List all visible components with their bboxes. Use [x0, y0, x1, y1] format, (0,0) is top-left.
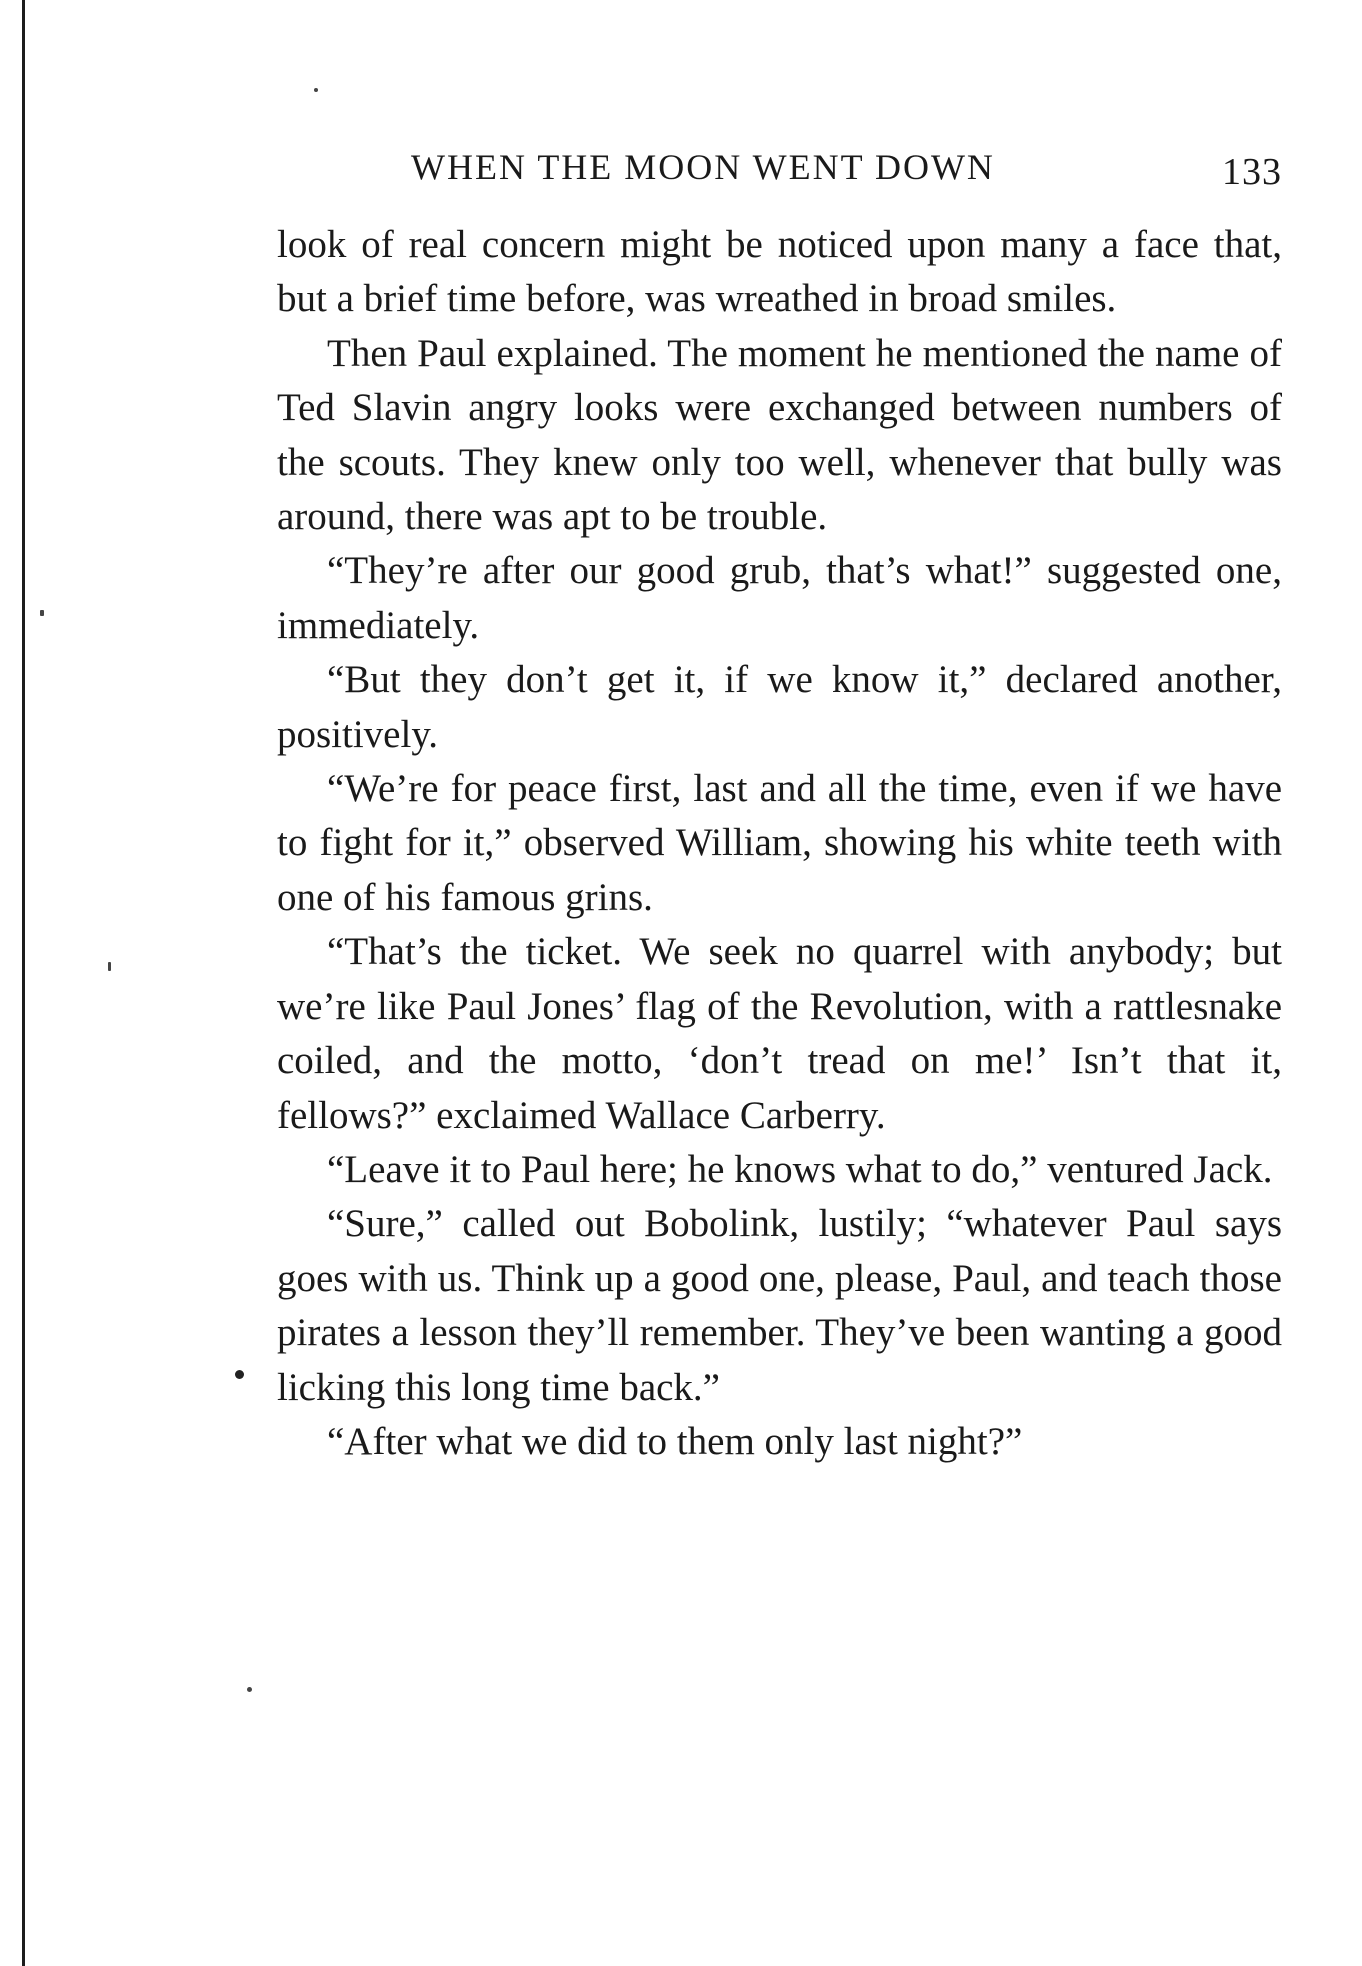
book-page	[277, 140, 1282, 1469]
body-text	[277, 218, 1282, 1469]
paragraph: “Leave it to Paul here; he knows what to do,” ventured Jack.	[327, 1147, 1273, 1191]
print-speck	[235, 1370, 244, 1379]
paragraph: “Sure,” called out Bobolink, lustily; “whatever Paul says goes with us. Think up a good one, please, Paul, and teach those pirates a lesson they’ll remember. They’ve been wanting a good licking this long time back.”	[277, 1202, 1282, 1409]
paragraph: look of real concern might be noticed upon many a face that, but a brief time before, was wreathed in broad smiles.	[277, 223, 1282, 321]
paragraph: “They’re after our good grub, that’s what!” suggested one, immediately.	[277, 549, 1282, 647]
paragraph: “We’re for peace first, last and all the time, even if we have to fight for it,” observed William, showing his white teeth with one of his famous grins.	[277, 767, 1282, 919]
running-title: WHEN THE MOON WENT DOWN	[411, 147, 995, 187]
paragraph: “But they don’t get it, if we know it,” declared another, positively.	[277, 658, 1282, 756]
paragraph: “That’s the ticket. We seek no quarrel with anybody; but we’re like Paul Jones’ flag of the Revolution, with a rattlesnake coiled, and the motto, ‘don’t tread on me!’ Isn’t that it, fellows?” exclaimed Wallace Carberry.	[277, 930, 1282, 1137]
page-header	[277, 140, 1282, 200]
paragraph: Then Paul explained. The moment he mentioned the name of Ted Slavin angry looks were exchanged between numbers of the scouts. They knew only too well, whenever that bully was around, there was apt to be trouble.	[277, 331, 1282, 539]
paragraph: “After what we did to them only last night?”	[327, 1419, 1023, 1463]
page-binding-edge	[22, 0, 25, 1966]
page-number: 133	[1222, 151, 1282, 193]
print-speck	[108, 962, 111, 971]
print-speck	[247, 1687, 252, 1692]
print-speck	[40, 610, 44, 616]
print-speck	[314, 88, 318, 92]
